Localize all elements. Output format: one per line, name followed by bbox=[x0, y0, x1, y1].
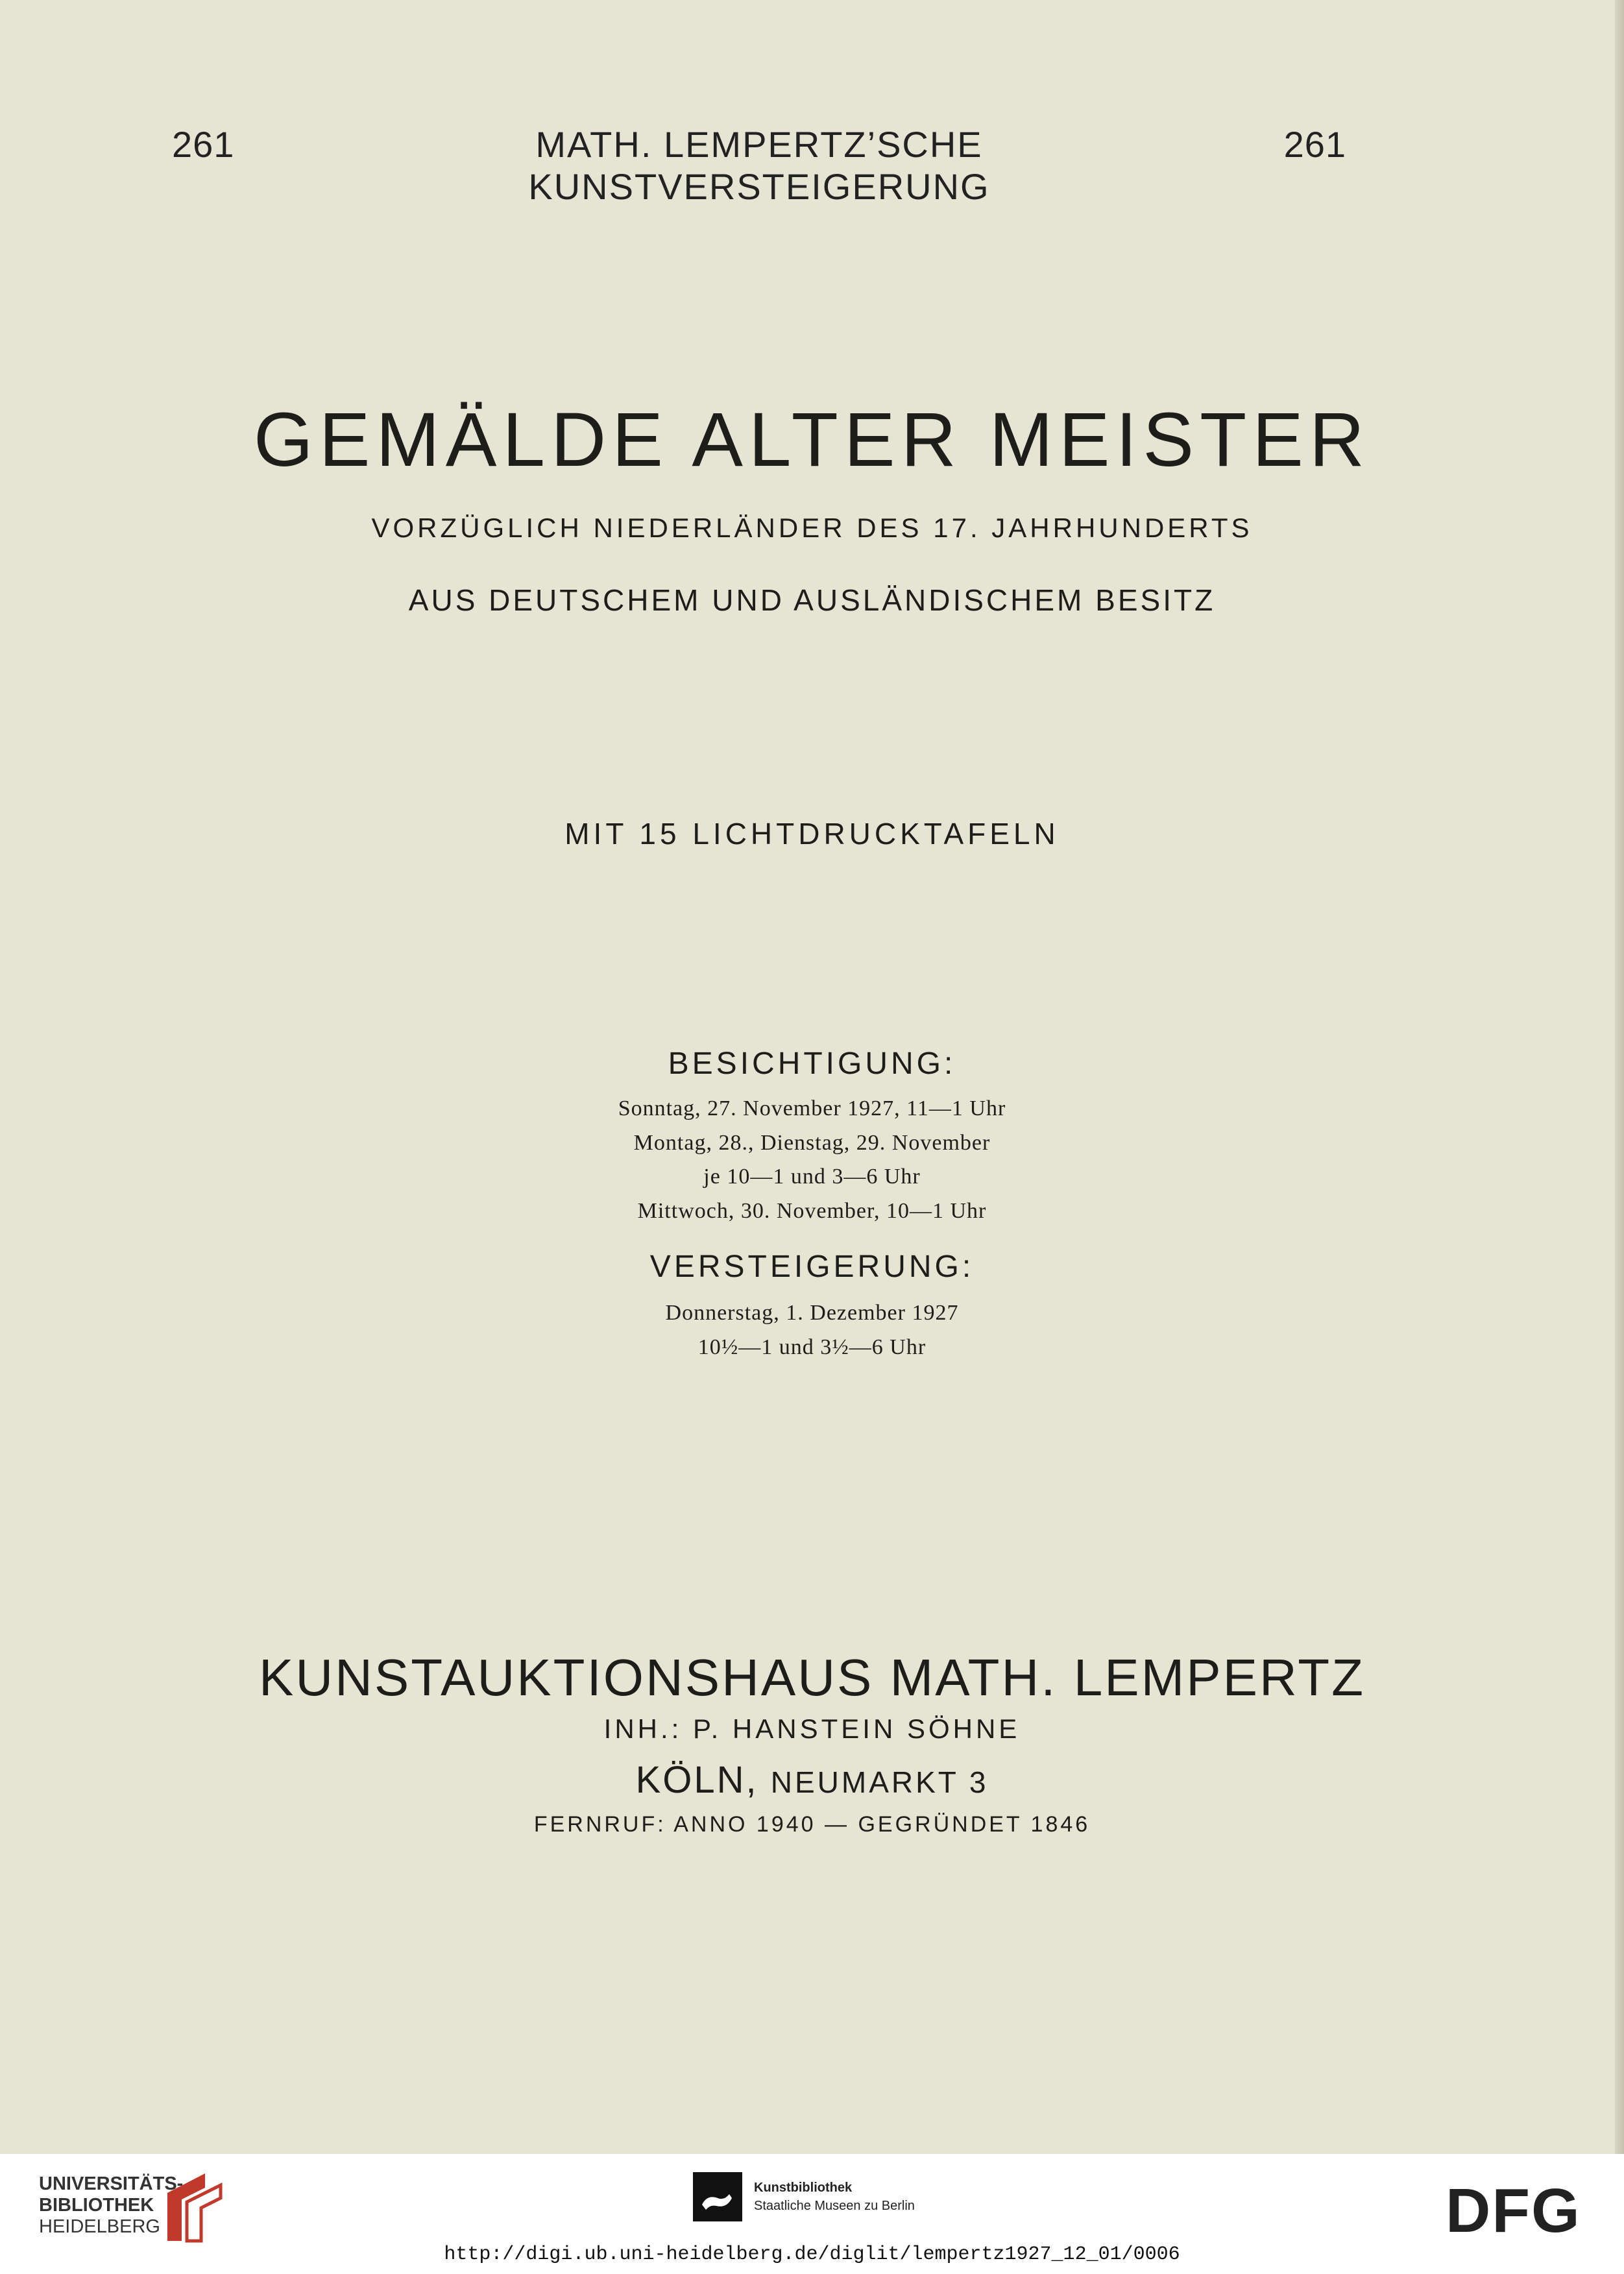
auction-heading: VERSTEIGERUNG: bbox=[649, 1250, 975, 1284]
viewing-line: je 10—1 und 3—6 Uhr bbox=[703, 1165, 921, 1189]
main-title: GEMÄLDE ALTER MEISTER bbox=[253, 397, 1371, 483]
plates-note: MIT 15 LICHTDRUCKTAFELN bbox=[564, 817, 1060, 851]
kb-subtitle: Staatliche Museen zu Berlin bbox=[754, 2199, 915, 2213]
auction-line: Donnerstag, 1. Dezember 1927 bbox=[665, 1301, 959, 1325]
phone-founded-line: FERNRUF: ANNO 1940 — GEGRÜNDET 1846 bbox=[533, 1812, 1091, 1837]
auction-house-owner: INH.: P. HANSTEIN SÖHNE bbox=[603, 1713, 1021, 1744]
viewing-line: Mittwoch, 30. November, 10—1 Uhr bbox=[637, 1199, 987, 1223]
library-name-line: BIBLIOTHEK bbox=[39, 2195, 154, 2216]
library-name-line: HEIDELBERG bbox=[39, 2216, 160, 2237]
auction-line: 10½—1 und 3½—6 Uhr bbox=[697, 1335, 927, 1359]
digitization-footer bbox=[0, 2154, 1624, 2274]
subtitle-2: AUS DEUTSCHEM UND AUSLÄNDISCHEM BESITZ bbox=[408, 583, 1216, 617]
auction-house-name: KUNSTAUKTIONSHAUS MATH. LEMPERTZ bbox=[258, 1649, 1366, 1706]
city-name: KÖLN, bbox=[635, 1759, 758, 1801]
ub-emblem-icon bbox=[161, 2168, 226, 2246]
dfg-logo[interactable]: DFG bbox=[1446, 2176, 1581, 2245]
kb-name: Kunstbibliothek bbox=[754, 2181, 853, 2195]
street-address: NEUMARKT 3 bbox=[770, 1765, 989, 1799]
viewing-heading: BESICHTIGUNG: bbox=[668, 1046, 956, 1081]
auction-house-address bbox=[0, 1758, 1624, 1802]
running-header bbox=[162, 117, 1363, 207]
kunstbibliothek-logo-icon bbox=[693, 2172, 742, 2221]
subtitle-1: VORZÜGLICH NIEDERLÄNDER DES 17. JAHRHUNDERTS bbox=[371, 513, 1253, 543]
kunstbibliothek-text[interactable] bbox=[754, 2179, 915, 2215]
permalink-url[interactable]: http://digi.ub.uni-heidelberg.de/diglit/lempertz1927_12_01/0006 bbox=[444, 2244, 1180, 2266]
page-number-left: 261 bbox=[172, 124, 235, 165]
page-number-right: 261 bbox=[1283, 124, 1346, 165]
running-title: MATH. LEMPERTZ’SCHE KUNSTVERSTEIGERUNG bbox=[528, 124, 990, 207]
viewing-line: Sonntag, 27. November 1927, 11—1 Uhr bbox=[618, 1096, 1006, 1120]
viewing-line: Montag, 28., Dienstag, 29. November bbox=[633, 1131, 991, 1155]
library-name-line: UNIVERSITÄTS- bbox=[39, 2173, 184, 2194]
